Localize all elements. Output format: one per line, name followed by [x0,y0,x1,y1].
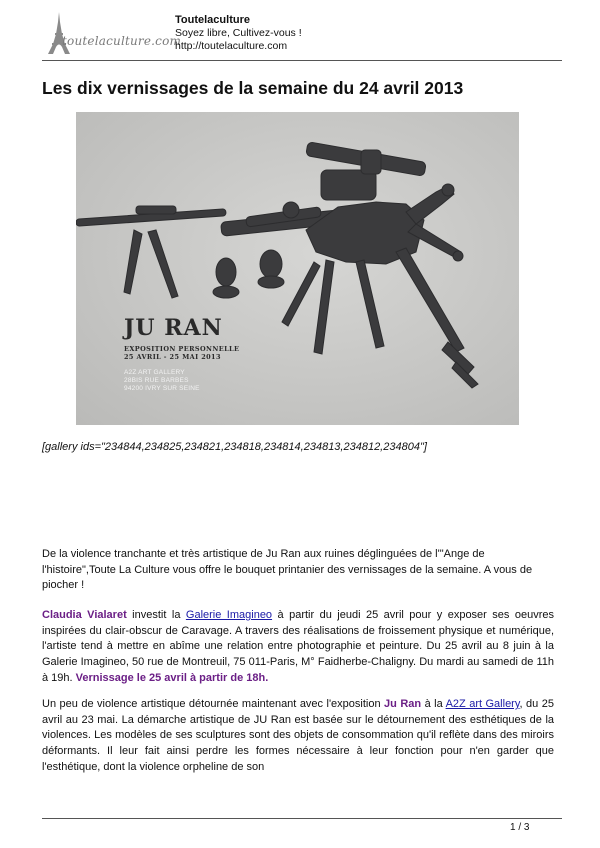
logo-text: toutelaculture.com [62,34,182,48]
intro-paragraph: De la violence tranchante et très artistique de Ju Ran aux ruines déglinguées de l'"Ange de l'histoire",Toute La Culture vous offre le bouquet printanier des vernissages de la semaine. A vous de piocher ! [42,548,533,592]
paragraph-ju-ran [42,697,554,776]
galerie-imagineo-link[interactable]: Galerie Imagineo [185,609,273,621]
site-url[interactable]: http://toutelaculture.com [175,40,288,52]
poster-subtitle-line2: 25 AVRIL - 25 MAI 2013 [124,352,221,361]
poster-address-line2: 28BIS RUE BARBES [124,377,189,384]
a2z-art-gallery-link[interactable]: A2Z art Gallery [445,698,520,710]
site-name: Toutelaculture [175,14,250,26]
vernissage-highlight: Vernissage le 25 avril à partir de 18h. [75,671,269,684]
header-divider [42,60,562,61]
text-fragment: à la [421,698,446,710]
poster-address [124,369,200,393]
text-fragment: , du 25 avril au 23 mai. La démarche artistique de JU Ran est basée sur le détournement des esthétiques de la violences. Les modèles de ses sculptures sont des objets de consommation qu'il reflète dans des miroirs déformants. Il leur fait ainsi perdre les formes nécessaire à leur fonction pour n'en garder que l'esthétique, dont la violence orpheline de son [42,698,554,773]
poster-address-line3: 94200 IVRY SUR SEINE [124,385,200,392]
exhibition-poster-image [76,112,519,425]
poster-subtitle-line1: EXPOSITION PERSONNELLE [124,345,240,353]
article-title: Les dix vernissages de la semaine du 24 avril 2013 [42,78,464,98]
artist-name: Ju Ran [384,698,422,710]
site-info [175,14,302,53]
site-logo[interactable] [42,12,182,56]
artist-name: Claudia Vialaret [42,609,127,621]
paragraph-claudia-vialaret [42,608,554,687]
text-fragment: investit la [126,609,186,621]
poster-address-line1: A2Z ART GALLERY [124,369,185,376]
text-fragment: Un peu de violence artistique détournée maintenant avec l'exposition [42,698,385,710]
poster-subtitle [124,346,239,361]
site-tagline: Soyez libre, Cultivez-vous ! [175,27,302,39]
page-header [42,10,562,54]
poster-title: JU RAN [124,315,223,341]
text-fragment: à partir du jeudi 25 avril pour y exposer ses oeuvres inspirées du clair-obscur de Caravage. A travers des réalisations de froissement physique et numérique, l'artiste tend à mettre en abîme une relation entre photographie et peinture. Du 25 avril au 8 juin à la Galerie Imagineo, 50 rue de Montreuil, 75 011-Paris, M° Faidherbe-Chaligny. Du mardi au samedi de 11h à 19h. [42,609,554,684]
page-number: 1 / 3 [510,822,530,833]
footer-divider [42,818,562,819]
gallery-shortcode: [gallery ids="234844,234825,234821,234818,234814,234813,234812,234804"] [42,441,427,453]
